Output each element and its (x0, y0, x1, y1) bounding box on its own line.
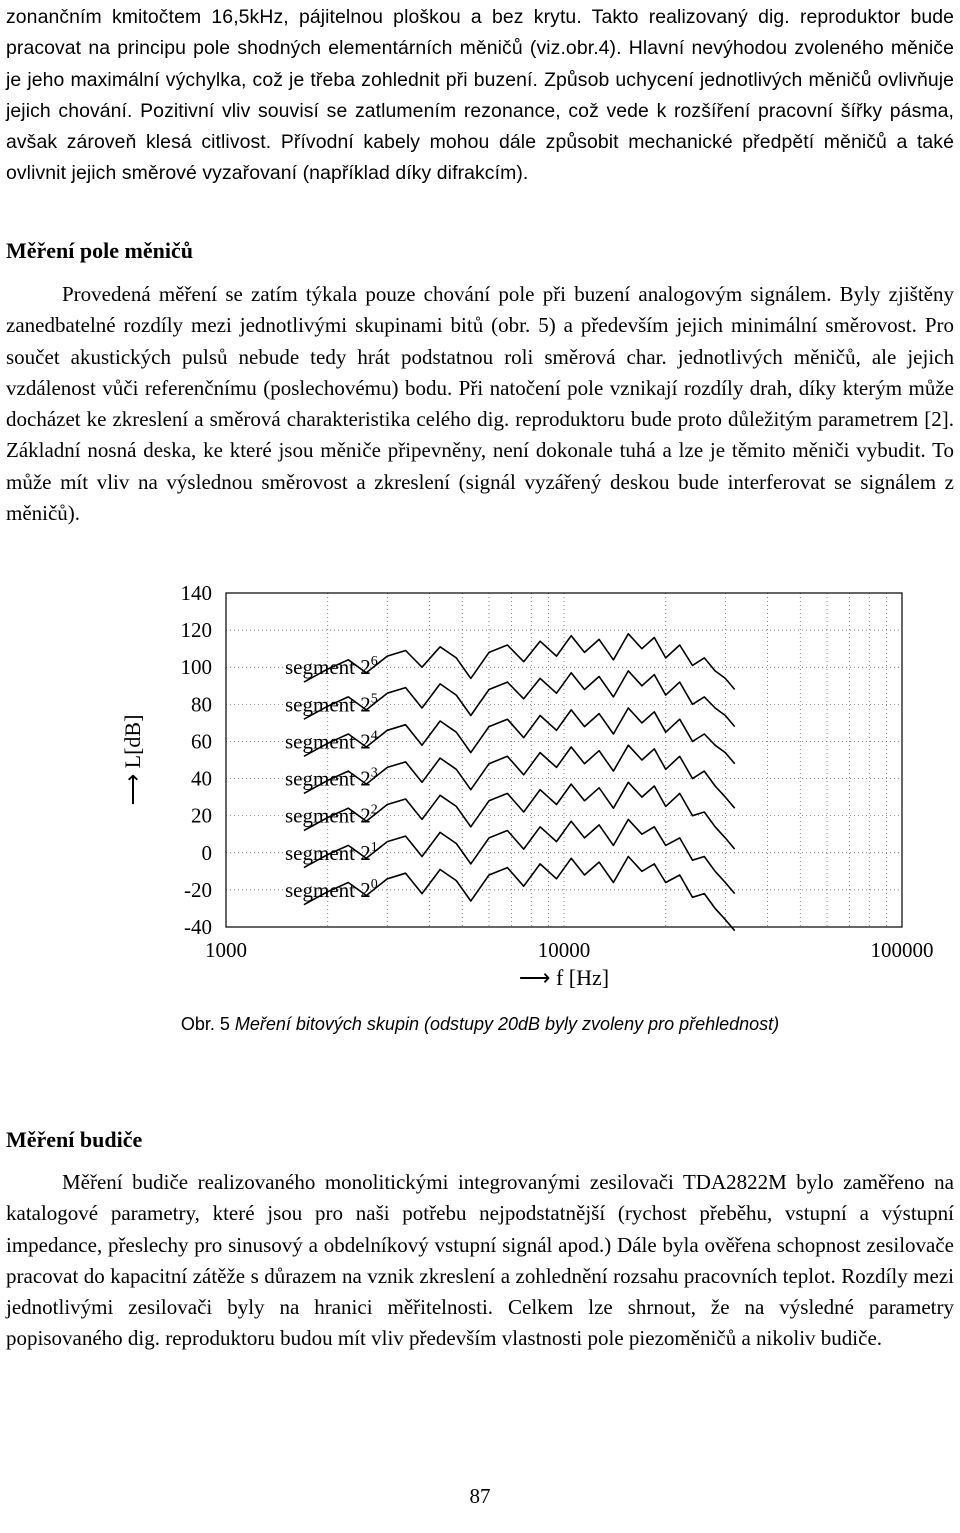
page-number: 87 (469, 1484, 491, 1508)
y-tick-label: 40 (191, 766, 212, 791)
section1-text: Provedená měření se zatím týkala pouze chování pole při buzení analogovým signálem. Byly zjištěny zanedbatelné rozdíly mezi jednotlivými skupinami bitů (obr. 5) a především jejich minimální směrovost. Pro součet akustických pulsů nebude tedy hrát podstatnou roli směrová char. jednotlivých měničů, ale jejich vzdálenost vůči referenčnímu (poslechovému) bodu. Při natočení pole vznikají rozdíly drah, díky kterým může docházet ke zkreslení a směrová charakteristika celého dig. reproduktoru bude proto důležitým parametrem [2]. Základní nosná deska, ke které jsou měniče připevněny, není dokonale tuhá a lze je těmito měniči vybudit. To může mít vliv na výslednou směrovost a zkreslení (signál vyzářený deskou bude interferovat se signálem z měničů). (6, 282, 954, 526)
series-label: segment $2^3$ (285, 765, 378, 791)
intro-text: zonančním kmitočtem 16,5kHz, pájitelnou ploškou a bez krytu. Takto realizovaný dig. reproduktor bude pracovat na principu pole shodných elementárních měničů (viz.obr.4). Hlavní nevýhodou zvoleného měniče je jeho maximální výchylka, což je třeba zohlednit při buzení. Způsob uchycení jednotlivých měničů ovlivňuje jejich chování. Pozitivní vliv souvisí se zatlumením rezonance, což vede k rozšíření pracovní šířky pásma, avšak zároveň klesá citlivost. Přívodní kabely mohou dále způsobit mechanické předpětí měničů a také ovlivnit jejich směrové vyzařovaní (například díky difrakcím). (6, 6, 954, 185)
x-tick-labels (205, 938, 934, 962)
series-labels (285, 654, 378, 902)
section2-paragraph (6, 1167, 954, 1355)
y-tick-label: 20 (191, 803, 212, 828)
figure-5-chart (0, 570, 960, 1010)
series-label: segment $2^1$ (285, 839, 378, 865)
y-tick-label: 140 (180, 581, 212, 605)
section1-paragraph (6, 279, 954, 529)
intro-paragraph (6, 2, 954, 190)
caption-prefix: Obr. 5 (180, 1014, 230, 1034)
figure-caption (0, 1014, 960, 1035)
y-tick-label: -40 (184, 915, 212, 939)
section2-text: Měření budiče realizovaného monolitickými integrovanými zesilovači TDA2822M bylo zaměřeno na katalogové parametry, které jsou pro naši potřebu nejpodstatnější (rychost přeběhu, vstupní a výstupní impedance, přeslechy pro sinusový a obdelníkový vstupní signál apod.) Dále byla ověřena schopnost zesilovače pracovat do kapacitní zátěže s důrazem na vznik zkreslení a zohlednění rozsahu pracovních teplot. Rozdíly mezi jednotlivými zesilovači byly na hranici měřitelnosti. Celkem lze shrnout, že na výsledné parametry popisovaného dig. reproduktoru budou mít vliv především vlastnosti pole piezoměničů a nikoliv budiče. (6, 1170, 954, 1351)
series-label: segment $2^5$ (285, 691, 378, 717)
series-label: segment $2^4$ (285, 728, 378, 754)
series-label: segment $2^0$ (285, 876, 378, 902)
y-tick-label: 120 (180, 618, 212, 643)
x-tick-label: 1000 (205, 938, 247, 962)
x-tick-label: 100000 (870, 938, 934, 962)
y-tick-label: 100 (180, 655, 212, 680)
y-tick-labels (181, 581, 213, 939)
x-axis-label: ⟶ f [Hz] (518, 965, 610, 990)
x-tick-label: 10000 (537, 938, 591, 962)
section-heading-array-measurement: Měření pole měničů (6, 238, 193, 263)
series-label: segment $2^6$ (285, 654, 378, 680)
y-tick-label: -20 (184, 877, 212, 902)
section-heading-driver-measurement: Měření budiče (6, 1127, 143, 1152)
y-tick-label: 60 (191, 729, 212, 754)
y-tick-label: 80 (191, 692, 212, 717)
series-label: segment $2^2$ (285, 802, 378, 828)
caption-text: Meření bitových skupin (odstupy 20dB byly zvoleny pro přehlednost) (234, 1014, 780, 1034)
y-axis-label: ⟶ L[dB] (120, 714, 145, 806)
y-tick-label: 0 (201, 840, 212, 865)
